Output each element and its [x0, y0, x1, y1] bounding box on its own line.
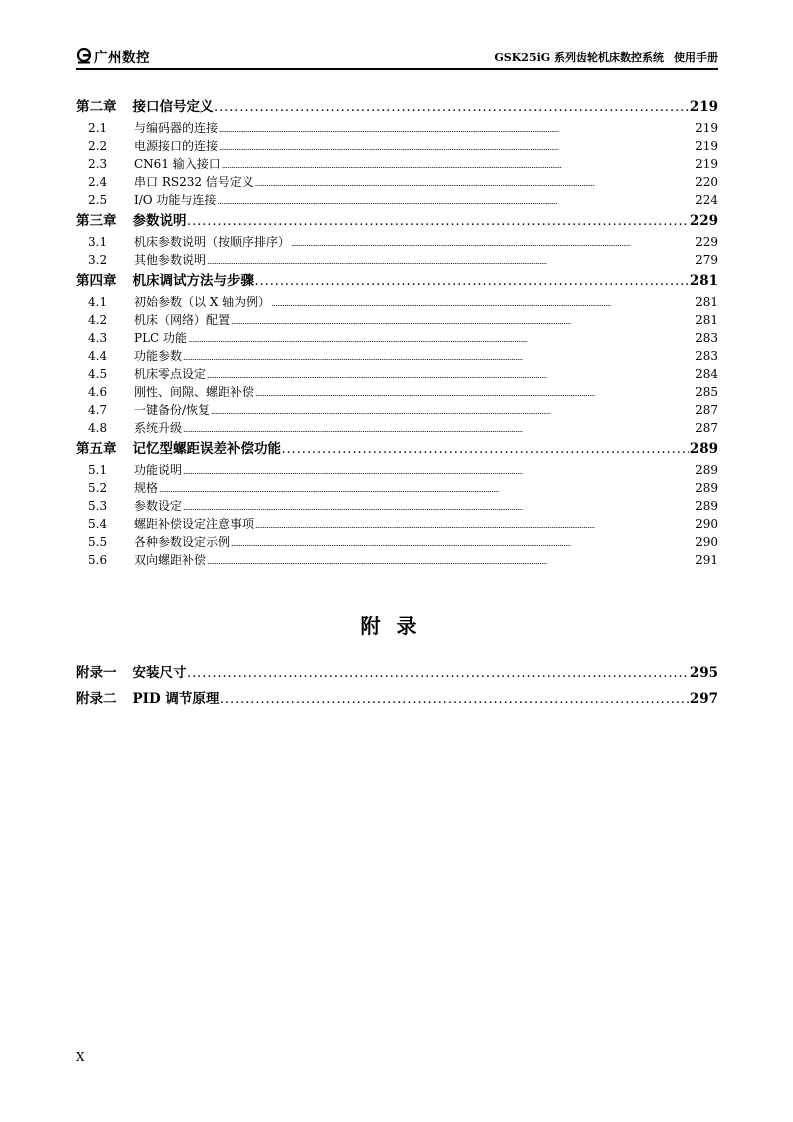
section-title: 电源接口的连接	[134, 139, 219, 153]
section-page-number: 281	[695, 295, 718, 309]
toc-section-entry[interactable]	[76, 137, 718, 155]
chapter-label: 第三章	[76, 213, 117, 229]
appendix-label: 附录一	[76, 665, 117, 681]
section-number: 4.5	[88, 367, 108, 381]
toc-section-entry[interactable]	[76, 173, 718, 191]
toc-section-entry[interactable]	[76, 119, 718, 137]
section-page-number: 219	[695, 157, 718, 171]
manual-title-sub: 使用手册	[674, 51, 718, 64]
dot-leader	[231, 540, 694, 548]
toc-section-entry[interactable]	[76, 419, 718, 437]
dot-leader	[188, 671, 689, 680]
dot-leader	[183, 426, 694, 434]
section-title: 其他参数说明	[134, 253, 207, 267]
dot-leader	[255, 390, 694, 398]
section-number: 5.4	[88, 517, 108, 531]
dot-leader	[159, 486, 694, 494]
section-title: 螺距补偿设定注意事项	[134, 517, 255, 531]
section-number: 2.2	[88, 139, 108, 153]
section-number: 3.2	[88, 253, 108, 267]
section-title: 功能参数	[134, 349, 183, 363]
section-page-number: 279	[695, 253, 718, 267]
section-title: 机床零点设定	[134, 367, 207, 381]
appendix-title: PID 调节原理	[132, 691, 220, 707]
section-page-number: 219	[695, 121, 718, 135]
toc-section-entry[interactable]	[76, 401, 718, 419]
manual-title-main: GSK25iG 系列齿轮机床数控系统	[494, 51, 664, 64]
chapter-title: 参数说明	[132, 213, 187, 229]
toc-section-entry[interactable]	[76, 233, 718, 251]
dot-leader	[217, 198, 694, 206]
section-title: 规格	[134, 481, 159, 495]
section-number: 3.1	[88, 235, 108, 249]
toc-section-entry[interactable]	[76, 383, 718, 401]
section-number: 4.8	[88, 421, 108, 435]
section-title: 与编码器的连接	[134, 121, 219, 135]
toc-section-entry[interactable]	[76, 479, 718, 497]
section-number: 4.6	[88, 385, 108, 399]
section-page-number: 229	[695, 235, 718, 249]
section-number: 5.2	[88, 481, 108, 495]
section-number: 5.5	[88, 535, 108, 549]
section-page-number: 290	[695, 535, 718, 549]
section-page-number: 219	[695, 139, 718, 153]
toc-appendix-entry[interactable]	[76, 686, 718, 712]
table-of-contents	[76, 95, 718, 569]
dot-leader	[211, 408, 694, 416]
dot-leader	[207, 258, 694, 266]
dot-leader	[183, 504, 694, 512]
dot-leader	[231, 318, 694, 326]
dot-leader	[183, 468, 694, 476]
section-title: CN61 输入接口	[134, 157, 221, 171]
chapter-title: 记忆型螺距误差补偿功能	[132, 441, 281, 457]
section-title: I/O 功能与连接	[134, 193, 217, 207]
section-number: 2.1	[88, 121, 108, 135]
section-title: 参数设定	[134, 499, 183, 513]
chapter-label: 第二章	[76, 99, 117, 115]
dot-leader	[271, 300, 694, 308]
section-page-number: 285	[695, 385, 718, 399]
toc-section-entry[interactable]	[76, 251, 718, 269]
section-number: 4.2	[88, 313, 108, 327]
toc-chapter-entry[interactable]	[76, 95, 718, 119]
toc-chapter-entry[interactable]	[76, 437, 718, 461]
section-title: 串口 RS232 信号定义	[134, 175, 254, 189]
toc-section-entry[interactable]	[76, 497, 718, 515]
section-page-number: 289	[695, 463, 718, 477]
toc-appendix-entry[interactable]	[76, 660, 718, 686]
section-title: PLC 功能	[134, 331, 188, 345]
toc-section-entry[interactable]	[76, 347, 718, 365]
section-page-number: 287	[695, 403, 718, 417]
toc-section-entry[interactable]	[76, 533, 718, 551]
chapter-page-number: 281	[689, 273, 718, 289]
manual-title	[494, 49, 718, 65]
chapter-label: 第五章	[76, 441, 117, 457]
dot-leader	[188, 219, 689, 228]
toc-chapter-entry[interactable]	[76, 209, 718, 233]
section-title: 刚性、间隙、螺距补偿	[134, 385, 255, 399]
dot-leader	[207, 558, 694, 566]
chapter-title: 机床调试方法与步骤	[132, 273, 254, 289]
section-title: 双向螺距补偿	[134, 553, 207, 567]
section-title: 系统升级	[134, 421, 183, 435]
dot-leader	[255, 180, 694, 188]
appendix-page-number: 295	[689, 665, 718, 681]
appendix-page-number: 297	[689, 691, 718, 707]
page-number: X	[76, 1050, 85, 1064]
appendix-label: 附录二	[76, 691, 117, 707]
section-page-number: 289	[695, 499, 718, 513]
toc-section-entry[interactable]	[76, 461, 718, 479]
section-title: 各种参数设定示例	[134, 535, 231, 549]
appendix-list	[76, 660, 718, 712]
toc-section-entry[interactable]	[76, 515, 718, 533]
section-page-number: 289	[695, 481, 718, 495]
toc-chapter-entry[interactable]	[76, 269, 718, 293]
dot-leader	[215, 105, 689, 114]
section-number: 2.5	[88, 193, 108, 207]
section-page-number: 220	[695, 175, 718, 189]
section-title: 机床（网络）配置	[134, 313, 231, 327]
dot-leader	[222, 162, 694, 170]
dot-leader	[219, 126, 694, 134]
section-title: 机床参数说明（按顺序排序）	[134, 235, 291, 249]
section-number: 5.3	[88, 499, 108, 513]
chapter-label: 第四章	[76, 273, 117, 289]
toc-section-entry[interactable]	[76, 329, 718, 347]
section-number: 4.4	[88, 349, 108, 363]
section-number: 2.4	[88, 175, 108, 189]
section-page-number: 224	[695, 193, 718, 207]
toc-section-entry[interactable]	[76, 365, 718, 383]
section-title: 功能说明	[134, 463, 183, 477]
dot-leader	[282, 447, 689, 456]
appendix-title: 安装尺寸	[132, 665, 187, 681]
section-title: 一键备份/恢复	[134, 403, 211, 417]
section-number: 5.1	[88, 463, 108, 477]
toc-section-entry[interactable]	[76, 311, 718, 329]
toc-section-entry[interactable]	[76, 551, 718, 569]
section-number: 2.3	[88, 157, 108, 171]
section-page-number: 283	[695, 349, 718, 363]
section-number: 4.7	[88, 403, 108, 417]
chapter-page-number: 229	[689, 213, 718, 229]
dot-leader	[255, 279, 689, 288]
dot-leader	[220, 697, 688, 706]
company-logo	[76, 46, 150, 66]
section-title: 初始参数（以 X 轴为例）	[134, 295, 271, 309]
toc-section-entry[interactable]	[76, 191, 718, 209]
chapter-page-number: 289	[689, 441, 718, 457]
section-page-number: 283	[695, 331, 718, 345]
section-number: 5.6	[88, 553, 108, 567]
dot-leader	[219, 144, 694, 152]
appendix-heading: 附录	[360, 614, 433, 638]
chapter-title: 接口信号定义	[132, 99, 214, 115]
dot-leader	[291, 240, 694, 248]
toc-section-entry[interactable]	[76, 293, 718, 311]
dot-leader	[255, 522, 694, 530]
section-number: 4.1	[88, 295, 108, 309]
dot-leader	[188, 336, 694, 344]
section-page-number: 281	[695, 313, 718, 327]
section-page-number: 290	[695, 517, 718, 531]
section-page-number: 287	[695, 421, 718, 435]
dot-leader	[183, 354, 694, 362]
gsk-logo-icon	[76, 48, 92, 64]
logo-text: 广州数控	[94, 50, 150, 66]
dot-leader	[207, 372, 694, 380]
section-number: 4.3	[88, 331, 108, 345]
section-page-number: 284	[695, 367, 718, 381]
chapter-page-number: 219	[689, 99, 718, 115]
toc-section-entry[interactable]	[76, 155, 718, 173]
section-page-number: 291	[695, 553, 718, 567]
page-header	[76, 44, 718, 70]
